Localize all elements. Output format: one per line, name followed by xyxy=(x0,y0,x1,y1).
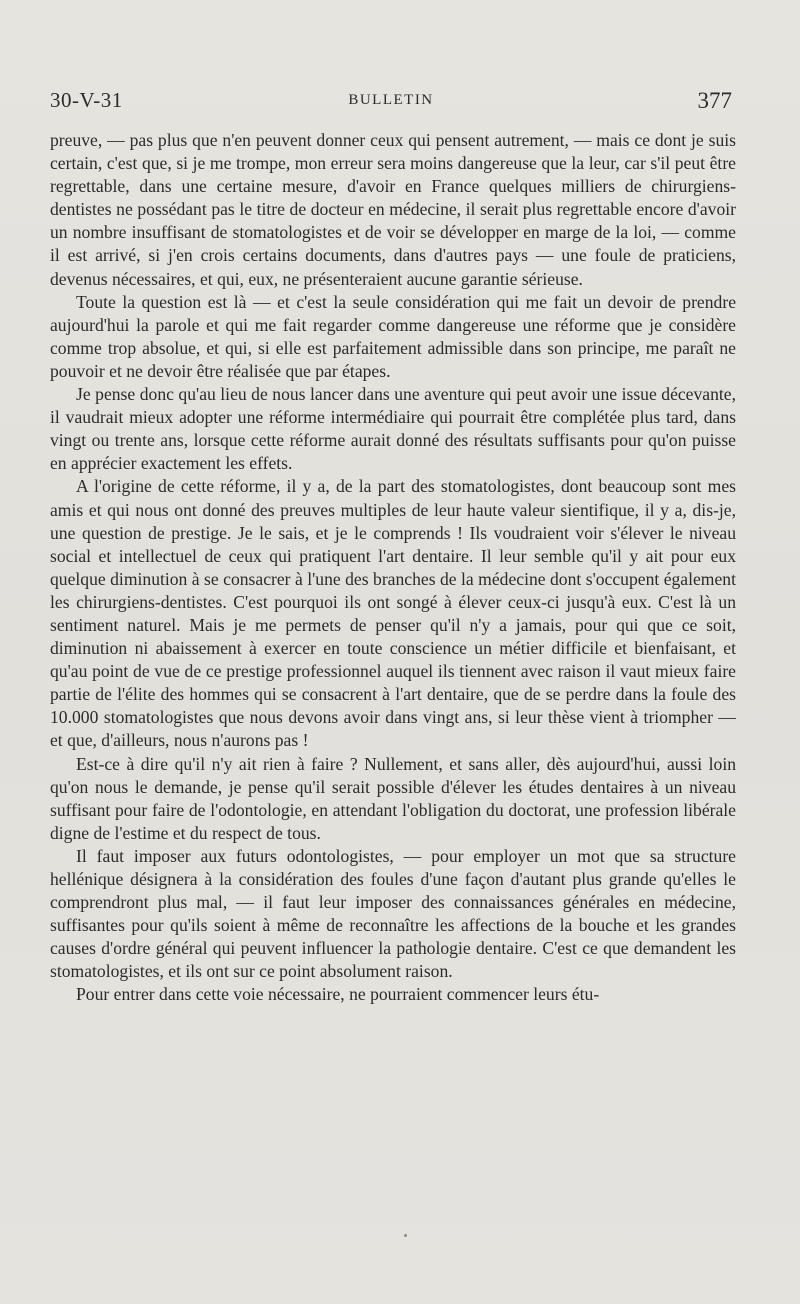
paragraph: preuve, — pas plus que n'en peuvent donner ceux qui pensent autrement, — mais ce dont je suis certain, c'est que, si je me trompe, mon erreur sera moins dangereuse que la leur, car s'il peut être regrettable, dans une certaine mesure, d'avoir en France quelques milliers de chirurgiens-dentistes ne possédant pas le titre de docteur en médecine, il serait plus regrettable encore d'avoir un nombre insuffisant de stomatologistes et de voir se développer en marge de la loi, — comme il est arrivé, si j'en crois certains documents, dans d'autres pays — une foule de praticiens, devenus nécessaires, et qui, eux, ne présenteraient aucune garantie sérieuse. xyxy=(50,130,736,289)
paper-speck xyxy=(404,1234,407,1237)
paragraph: Je pense donc qu'au lieu de nous lancer dans une aventure qui peut avoir une issue décevante, il vaudrait mieux adopter une réforme intermédiaire qui pourrait être complétée plus tard, dans vingt ou trente ans, lorsque cette réforme aurait donné des résultats suffisants pour qu'on puisse en apprécier exactement les effets. xyxy=(50,384,736,474)
running-head xyxy=(50,88,732,118)
paragraph: A l'origine de cette réforme, il y a, de la part des stomatologistes, dont beaucoup sont mes amis et qui nous ont donné des preuves multiples de leur haute valeur sientifique, il y a, dis-je, une question de prestige. Je le sais, et je le comprends ! Ils voudraient voir s'élever le niveau social et intellectuel de ceux qui pratiquent l'art dentaire. Il leur semble qu'il y ait pour eux quelque diminution à se consacrer à l'une des branches de la médecine dont s'occupent également les chirurgiens-dentistes. C'est pourquoi ils ont songé à élever ceux-ci jusqu'à eux. C'est là un sentiment naturel. Mais je me permets de penser qu'il n'y a jamais, pour qui que ce soit, diminution ni abaissement à exercer en toute conscience un métier difficile et bienfaisant, et qu'au point de vue de ce prestige professionnel auquel ils tiennent avec raison il vaut mieux faire partie de l'élite des hommes qui se consacrent à l'art dentaire, que de se perdre dans la foule des 10.000 stomatologistes que nous devons avoir dans vingt ans, si leur thèse vient à triompher — et que, d'ailleurs, nous n'aurons pas ! xyxy=(50,476,736,751)
body-text xyxy=(50,129,736,1007)
paragraph: Est-ce à dire qu'il n'y ait rien à faire ? Nullement, et sans aller, dès aujourd'hui, aussi loin qu'on nous le demande, je pense qu'il serait possible d'élever les études dentaires à un niveau suffisant pour faire de l'odontologie, en attendant l'obligation du doctorat, une profession libérale digne de l'estime et du respect de tous. xyxy=(50,753,736,843)
header-date: 30-V-31 xyxy=(50,88,123,112)
header-title: BULLETIN xyxy=(348,92,434,108)
paragraph: Toute la question est là — et c'est la seule considération qui me fait un devoir de prendre aujourd'hui la parole et qui me fait regarder comme dangereuse une réforme que je considère comme trop absolue, et qui, si elle est parfaitement admissible dans son principe, me paraît ne pouvoir et ne devoir être réalisée que par étapes. xyxy=(50,291,736,381)
paragraph: Pour entrer dans cette voie nécessaire, ne pourraient commencer leurs étu- xyxy=(76,984,600,1005)
paragraph: Il faut imposer aux futurs odontologistes, — pour employer un mot que sa structure hellénique désignera à la considération des foules d'une façon d'autant plus grande qu'elles le comprendront plus mal, — il faut leur imposer des connaissances générales en médecine, suffisantes pour qu'ils soient à même de reconnaître les affections de la bouche et les grandes causes d'ordre général qui peuvent influencer la pathologie dentaire. C'est ce que demandent les stomatologistes, et ils ont sur ce point absolument raison. xyxy=(50,845,736,982)
page-number: 377 xyxy=(697,88,732,113)
